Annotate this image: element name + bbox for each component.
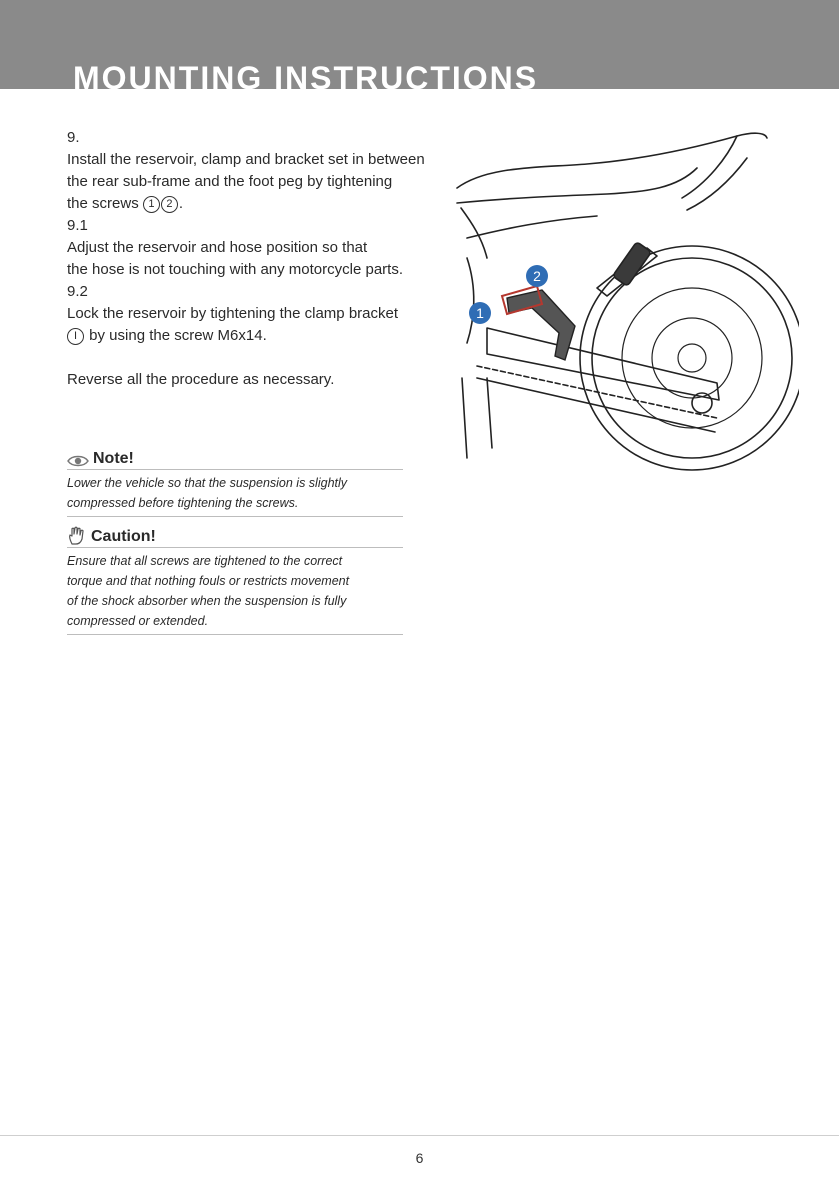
step-9-2-line-2-text: by using the screw M6x14. [85, 327, 267, 344]
header-band [0, 0, 839, 89]
seat-outline [457, 133, 767, 188]
callout-1-label: 1 [476, 305, 484, 321]
subframe-line [467, 216, 597, 238]
reverse-procedure-text: Reverse all the procedure as necessary. [67, 371, 335, 388]
note-line: Lower the vehicle so that the suspension is slightly [67, 476, 348, 490]
note-header [67, 450, 403, 470]
screw-marker-2: 2 [161, 196, 178, 213]
page-title: MOUNTING INSTRUCTIONS [73, 60, 539, 89]
step-9-line-3-text: the screws [67, 195, 139, 212]
step-9-line-3 [67, 193, 467, 215]
note-line: compressed before tightening the screws. [67, 496, 299, 510]
footer-divider [0, 1135, 839, 1136]
caution-line: Ensure that all screws are tightened to the correct [67, 554, 343, 568]
step-9-1-line-1: Adjust the reservoir and hose position so that [67, 239, 368, 256]
step-9-1-line-2: the hose is not touching with any motorcycle parts. [67, 261, 404, 278]
caution-header [67, 526, 403, 548]
brake-disc [652, 318, 732, 398]
caution-body [67, 548, 403, 635]
frame-lower [467, 258, 474, 343]
frame-line-front [461, 208, 487, 258]
callout-2-label: 2 [533, 268, 541, 284]
step-9-number: 9. [67, 129, 80, 146]
motorcycle-drawing [447, 128, 799, 474]
eye-icon [67, 454, 89, 468]
side-stand [462, 378, 467, 458]
motorcycle-illustration [447, 128, 799, 474]
screw-marker-1: 1 [143, 196, 160, 213]
wheel-hub [678, 344, 706, 372]
caution-title: Caution! [91, 528, 156, 545]
step-9-end: . [178, 195, 184, 212]
spacer [67, 347, 467, 369]
note-title: Note! [93, 450, 134, 467]
instruction-text [67, 127, 467, 391]
note-box [67, 450, 403, 517]
step-9-2-line-1: Lock the reservoir by tightening the clamp bracket [67, 305, 399, 322]
step-9-1-number: 9.1 [67, 217, 88, 234]
tail-line [682, 136, 737, 198]
caution-line: of the shock absorber when the suspension is fully [67, 594, 347, 608]
fender-line [687, 158, 747, 210]
note-body [67, 470, 403, 517]
caution-box [67, 526, 403, 635]
step-9-line-1: Install the reservoir, clamp and bracket set in between [67, 151, 425, 168]
clamp-marker: I [67, 328, 84, 345]
hand-icon [67, 526, 87, 546]
footpeg-bracket-lower [487, 378, 492, 448]
reservoir [613, 242, 652, 287]
caution-line: torque and that nothing fouls or restricts movement [67, 574, 350, 588]
step-9-2-number: 9.2 [67, 283, 88, 300]
caution-line: compressed or extended. [67, 614, 209, 628]
step-9-2-line-2 [67, 325, 467, 347]
page-number: 6 [415, 1150, 424, 1166]
step-9-line-2: the rear sub-frame and the foot peg by tightening [67, 173, 393, 190]
swingarm [487, 328, 719, 400]
